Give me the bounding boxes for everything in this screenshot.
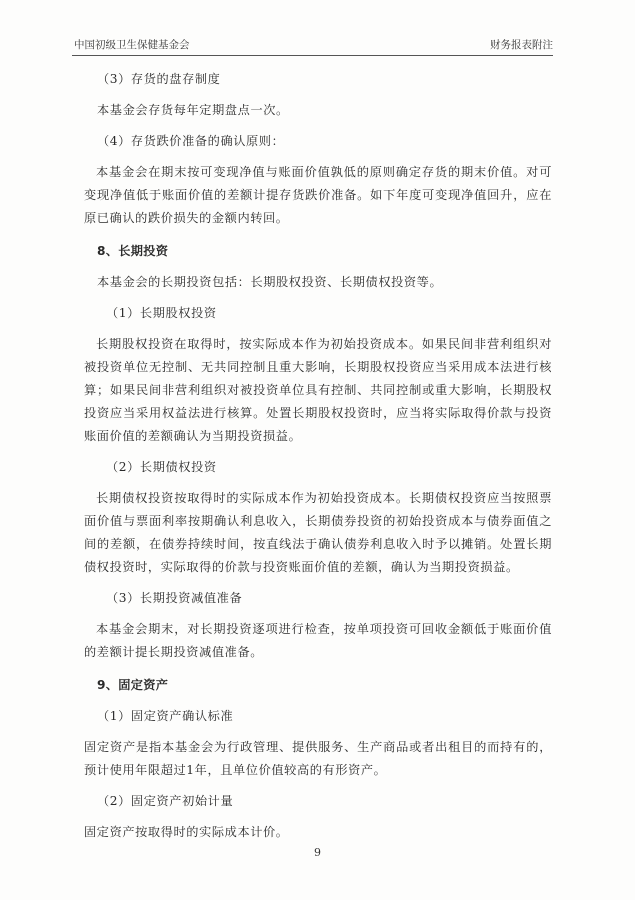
paragraph-fixed-asset-recognition: 固定资产是指本基金会为行政管理、提供服务、生产商品或者出租目的而持有的，预计使用年限超过1年，且单位价值较高的有形资产。 (84, 740, 552, 777)
page-header (72, 33, 553, 56)
paragraph-long-term-investment-scope: 本基金会的长期投资包括：长期股权投资、长期债权投资等。 (97, 275, 443, 289)
paragraph-investment-impairment: 本基金会期末，对长期投资逐项进行检查，按单项投资可回收金额低于账面价值的差额计提长期投资减值准备。 (84, 622, 552, 659)
paragraph-fixed-asset-measurement: 固定资产按取得时的实际成本计价。 (84, 825, 289, 839)
subheading-fixed-asset-recognition: （1）固定资产确认标准 (97, 709, 234, 723)
subheading-debt-investment: （2）长期债权投资 (106, 460, 217, 474)
subheading-fixed-asset-measurement: （2）固定资产初始计量 (97, 794, 234, 808)
paragraph-inventory-impairment: 本基金会在期末按可变现净值与账面价值孰低的原则确定存货的期末价值。对可变现净值低于账面价值的差额计提存货跌价准备。如下年度可变现净值回升，应在原已确认的跌价损失的金额内转回。 (84, 165, 552, 225)
heading-long-term-investment: 8、长期投资 (97, 244, 169, 258)
subheading-inventory-impairment: （4）存货跌价准备的确认原则： (97, 134, 285, 148)
page-number: 9 (314, 846, 321, 859)
subheading-inventory-count: （3）存货的盘存制度 (97, 72, 221, 86)
document-body (84, 68, 552, 844)
subheading-equity-investment: （1）长期股权投资 (106, 306, 217, 320)
paragraph-debt-investment: 长期债权投资按取得时的实际成本作为初始投资成本。长期债权投资应当按照票面价值与票面利率按期确认利息收入，长期债券投资的初始投资成本与债券面值之间的差额，在债券持续时间，按直线法于确认债券利息收入时予以摊销。处置长期债权投资时，实际取得的价款与投资账面价值的差额，确认为当期投资损益。 (84, 491, 552, 574)
subheading-investment-impairment: （3）长期投资减值准备 (106, 591, 243, 605)
paragraph-inventory-count: 本基金会存货每年定期盘点一次。 (97, 103, 289, 117)
paragraph-equity-investment: 长期股权投资在取得时，按实际成本作为初始投资成本。如果民间非营利组织对被投资单位无控制、无共同控制且重大影响，长期股权投资应当采用成本法进行核算；如果民间非营利组织对被投资单位具有控制、共同控制或重大影响，长期股权投资应当采用权益法进行核算。处置长期股权投资时，应当将实际取得价款与投资账面价值的差额确认为当期投资损益。 (84, 337, 552, 443)
heading-fixed-assets: 9、固定资产 (97, 678, 169, 692)
header-section-title: 财务报表附注 (490, 39, 553, 51)
header-organization-name: 中国初级卫生保健基金会 (74, 39, 190, 51)
